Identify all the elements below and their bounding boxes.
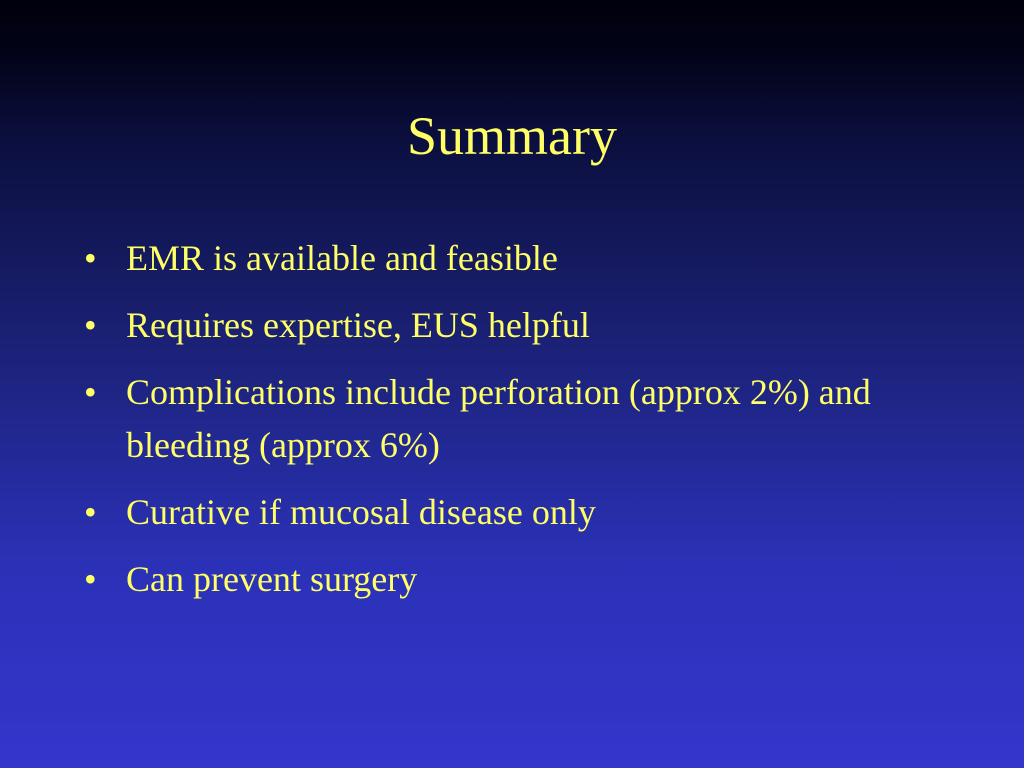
bullet-icon: • <box>84 238 97 278</box>
bullet-list <box>84 232 944 620</box>
bullet-item <box>84 553 944 606</box>
bullet-text: Curative if mucosal disease only <box>126 492 596 532</box>
bullet-icon: • <box>84 492 97 532</box>
bullet-icon: • <box>84 559 97 599</box>
bullet-icon: • <box>84 305 97 345</box>
slide-title: Summary <box>407 106 617 166</box>
bullet-text: Complications include perforation (approx 2%) and bleeding (approx 6%) <box>126 372 871 465</box>
bullet-text: Requires expertise, EUS helpful <box>126 305 590 345</box>
bullet-text: Can prevent surgery <box>126 559 418 599</box>
bullet-item <box>84 232 944 285</box>
bullet-item <box>84 366 944 472</box>
bullet-item <box>84 486 944 539</box>
bullet-text: EMR is available and feasible <box>126 238 558 278</box>
bullet-icon: • <box>84 372 97 412</box>
bullet-item <box>84 299 944 352</box>
